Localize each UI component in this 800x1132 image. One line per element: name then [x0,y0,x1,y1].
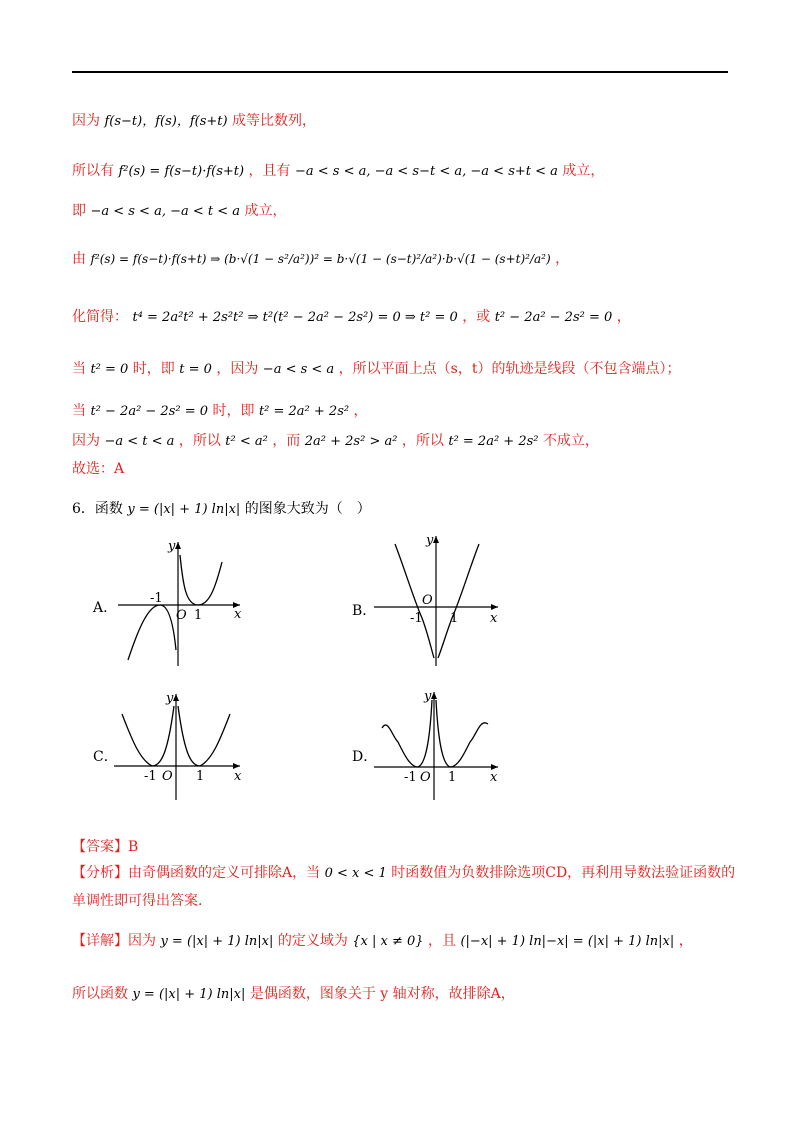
solution-line-3 [72,200,286,220]
text: 的定义域为 [277,933,348,949]
solution-line-7 [72,400,368,420]
option-b-label[interactable]: B． [352,603,377,619]
question-6 [72,498,371,518]
text: 时，即 [132,361,175,377]
tick-pos-label: 1 [194,608,203,623]
solution-line-6 [72,358,680,378]
y-axis-arrow [175,542,181,549]
y-axis-arrow [433,536,439,543]
text: ， [616,309,631,325]
formula: t² = 2a² + 2s² [258,404,350,419]
text: 化简得： [72,309,128,325]
analysis-line-2 [72,890,202,910]
text: 成立， [244,203,287,219]
formula: t² − 2a² − 2s² = 0 [494,310,613,325]
tick-neg-label: -1 [404,770,417,785]
text: ，而 [272,433,301,449]
text: ，所以 [401,433,444,449]
detail-line-1 [72,930,693,950]
formula: t² = 0 [90,362,129,377]
answer-tag: 【答案】 [72,839,128,855]
solution-line-1 [72,110,316,130]
origin-label: O [422,593,433,608]
text: ， [678,933,693,949]
text: 因为 [72,433,100,449]
text: 时，即 [212,403,255,419]
text: ，因为 [216,361,259,377]
answer-value: B [128,839,139,855]
tick-pos-label: 1 [196,769,205,784]
option-a-graph [110,530,250,670]
text: ，或 [462,309,491,325]
formula: y = (|x| + 1) ln|x| [132,987,246,1002]
formula: −a < s < a, −a < s−t < a, −a < s+t < a [294,164,558,179]
axis-x-label: x [490,611,498,626]
tick-neg-label: -1 [410,611,423,626]
formula: t² < a² [225,434,268,449]
question-formula: y = (|x| + 1) ln|x| [127,502,241,517]
tick-neg-label: -1 [144,769,157,784]
text: 当 [72,361,86,377]
formula: {x | x ≠ 0} [352,934,424,949]
curve-right [436,700,488,767]
text: 即 [72,203,86,219]
option-b-graph [370,530,505,670]
tick-pos-label: 1 [450,611,459,626]
solution-line-8 [72,430,599,450]
text: 由 [72,251,86,267]
option-a-label[interactable]: A. [93,600,108,616]
formula: t = 0 [179,362,212,377]
solution-line-5 [72,306,631,326]
text: 当 [72,403,86,419]
text: 成等比数列， [232,113,317,129]
curve-right [438,544,479,658]
formula: f(s−t)，f(s)，f(s+t) [104,114,228,129]
option-c-label[interactable]: C． [93,749,118,765]
axis-x-label: x [234,607,242,622]
axis-x-label: x [234,769,242,784]
formula: 0 < x < 1 [324,866,387,881]
tick-neg-label: -1 [150,591,163,606]
detail-tag: 【详解】 [72,933,128,949]
analysis-tag: 【分析】 [72,865,128,881]
solution-conclusion [72,458,124,478]
curve-left [122,706,174,766]
text: ， [555,251,570,267]
option-d-label[interactable]: D． [352,749,378,765]
text: 时函数值为负数排除选项CD，再利用导数法验证函数的 [391,865,736,881]
analysis-line-1 [72,862,735,882]
text: 故选：A [72,461,125,477]
curve-left [382,700,432,767]
text: 不成立， [542,433,599,449]
origin-label: O [176,608,187,623]
text: 因为 [128,933,156,949]
formula: y = (|x| + 1) ln|x| [160,934,274,949]
text: ，所以 [178,433,221,449]
y-axis-arrow [173,694,179,701]
axis-y-label: y [426,533,434,548]
formula: f²(s) = f(s−t)·f(s+t) [118,164,245,179]
header-rule [72,71,728,73]
answer-line [72,836,138,856]
formula: f²(s) = f(s−t)·f(s+t) ⇒ (b·√(1 − s²/a²))² = b·√(1 − (s−t)²/a²)·b·√(1 − (s+t)²/a²) [90,252,551,266]
origin-label: O [420,770,431,785]
text: 所以有 [72,163,114,179]
text: 是偶函数，图象关于 y 轴对称，故排除A， [249,986,515,1002]
formula: −a < t < a [104,434,175,449]
text: ，且有 [248,163,291,179]
question-suffix: 的图象大致为（ ） [244,501,371,517]
axis-y-label: y [168,539,176,554]
y-axis-arrow [431,692,437,699]
formula: (|−x| + 1) ln|−x| = (|x| + 1) ln|x| [460,934,675,949]
solution-line-2 [72,160,604,180]
text: 成立， [562,163,605,179]
formula: 2a² + 2s² > a² [304,434,398,449]
text: 单调性即可得出答案. [72,893,203,909]
axis-y-label: y [166,691,174,706]
text: 因为 [72,113,100,129]
curve-left [128,605,176,660]
origin-label: O [162,769,173,784]
question-number: 6．函数 [72,501,123,517]
text: ，且 [428,933,457,949]
curve-right [178,706,230,766]
axis-y-label: y [424,689,432,704]
x-axis-arrow [491,604,498,610]
curve-right [180,555,222,605]
axis-x-label: x [490,770,498,785]
detail-line-2 [72,983,515,1003]
formula: t⁴ = 2a²t² + 2s²t² ⇒ t²(t² − 2a² − 2s²) = 0 ⇒ t² = 0 [132,310,458,325]
tick-pos-label: 1 [448,770,457,785]
solution-line-4 [72,248,569,268]
option-c-graph [110,690,250,805]
option-d-graph [370,688,505,803]
formula: −a < s < a, −a < t < a [90,204,241,219]
formula: −a < s < a [262,362,335,377]
text: ， [353,403,368,419]
formula: t² = 2a² + 2s² [448,434,539,449]
text: 由奇偶函数的定义可排除A，当 [128,865,321,881]
text: ，所以平面上点（s，t）的轨迹是线段（不包含端点）； [338,361,681,377]
text: 所以函数 [72,986,128,1002]
formula: t² − 2a² − 2s² = 0 [90,404,209,419]
